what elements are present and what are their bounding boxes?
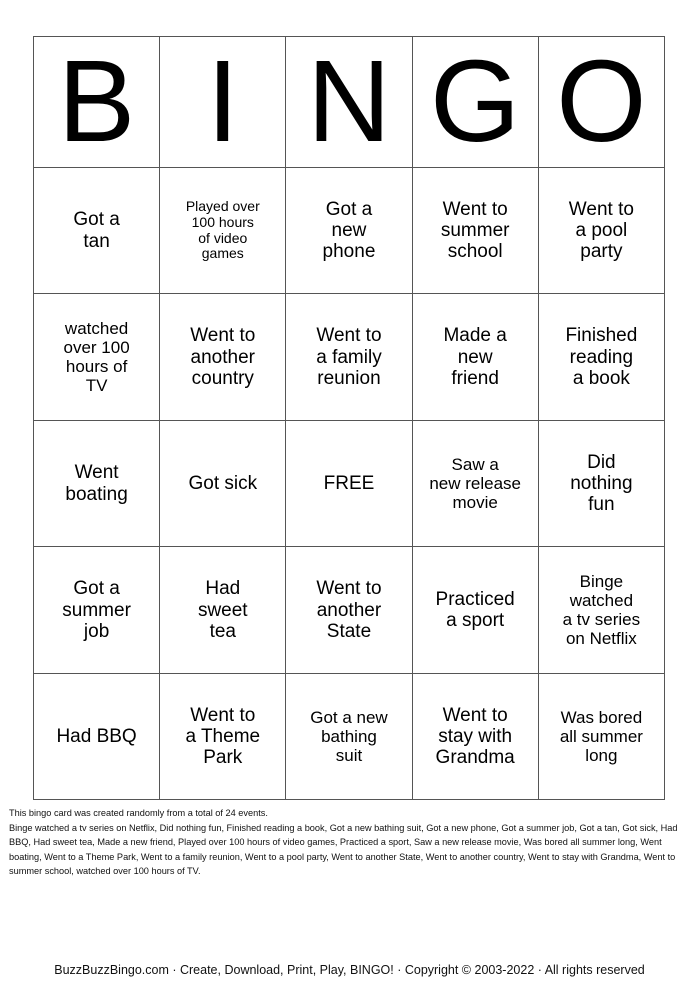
- bingo-cell: [34, 420, 160, 547]
- cell-text-line: Went to: [190, 704, 256, 726]
- cell-text-line: reading: [569, 346, 634, 368]
- bingo-cell: [160, 547, 286, 674]
- bingo-cell: [160, 420, 286, 547]
- bingo-card: [33, 36, 665, 800]
- cell-text-line: a family: [316, 346, 382, 368]
- cell-text-line: tea: [209, 620, 236, 642]
- cell-text-line: friend: [451, 367, 499, 389]
- cell-text-line: State: [326, 620, 372, 642]
- bingo-row: [34, 673, 665, 800]
- cell-text-line: tan: [83, 230, 110, 252]
- bingo-cell: [412, 420, 538, 547]
- cell-text-line: new release: [429, 474, 521, 494]
- cell-text-line: job: [83, 620, 110, 642]
- cell-text-line: new: [331, 220, 367, 242]
- bingo-cell: [286, 673, 412, 800]
- cell-text-line: school: [447, 241, 503, 263]
- cell-text-line: over 100: [63, 338, 130, 358]
- cell-text-line: FREE: [323, 473, 375, 495]
- cell-text-line: summer: [440, 220, 510, 242]
- cell-text-line: a tv series: [562, 610, 641, 630]
- cell-text-line: a sport: [446, 610, 505, 632]
- header-letter-b: B: [34, 37, 160, 168]
- cell-text-line: movie: [452, 493, 498, 513]
- cell-text-line: a pool: [575, 220, 628, 242]
- notes-intro: This bingo card was created randomly from a total of 24 events.: [9, 808, 268, 818]
- bingo-row: [34, 547, 665, 674]
- bingo-cell: [538, 547, 664, 674]
- site-footer: BuzzBuzzBingo.com · Create, Download, Print, Play, BINGO! · Copyright © 2003-2022 · All rights reserved: [54, 963, 645, 977]
- cell-text-line: Saw a: [451, 455, 499, 475]
- header-letter-g: G: [412, 37, 538, 168]
- bingo-cell: [34, 547, 160, 674]
- bingo-cell: [412, 547, 538, 674]
- cell-text-line: watched: [569, 591, 634, 611]
- cell-text-line: Had: [205, 578, 241, 600]
- cell-text-line: watched: [64, 319, 129, 339]
- cell-text-line: Went: [74, 462, 119, 484]
- cell-text-line: TV: [85, 376, 108, 396]
- cell-text-line: Had BBQ: [56, 726, 137, 748]
- bingo-cell: [538, 420, 664, 547]
- cell-text-line: Was bored: [560, 708, 643, 728]
- bingo-cell: [34, 167, 160, 294]
- cell-text-line: fun: [588, 494, 615, 516]
- cell-text-line: party: [580, 241, 623, 263]
- cell-text-line: hours of: [65, 357, 128, 377]
- cell-text-line: Went to: [568, 198, 634, 220]
- cell-text-line: a Theme: [185, 726, 261, 748]
- card-notes: [9, 806, 694, 879]
- cell-text-line: Grandma: [435, 747, 515, 769]
- cell-text-line: Finished: [565, 325, 638, 347]
- bingo-row: [34, 167, 665, 294]
- cell-text-line: Park: [203, 747, 243, 769]
- bingo-cell: [286, 547, 412, 674]
- cell-text-line: sweet: [197, 599, 248, 621]
- cell-text-line: long: [585, 746, 618, 766]
- cell-text-line: games: [201, 245, 244, 262]
- cell-text-line: Went to: [190, 325, 256, 347]
- bingo-cell: [160, 673, 286, 800]
- cell-text-line: Did: [587, 451, 616, 473]
- cell-text-line: Played over: [185, 198, 260, 215]
- bingo-row: [34, 420, 665, 547]
- bingo-cell: [160, 167, 286, 294]
- cell-text-line: new: [457, 346, 493, 368]
- cell-text-line: Got a: [73, 578, 120, 600]
- cell-text-line: Got a new: [310, 708, 388, 728]
- bingo-cell: [538, 673, 664, 800]
- cell-text-line: reunion: [317, 367, 381, 389]
- header-row: [34, 37, 665, 168]
- bingo-cell: [286, 167, 412, 294]
- bingo-cell: [34, 673, 160, 800]
- cell-text-line: Got a: [325, 198, 373, 220]
- bingo-cell: [286, 294, 412, 421]
- bingo-cell: [412, 294, 538, 421]
- cell-text-line: Made a: [443, 325, 507, 347]
- cell-text-line: Went to: [316, 578, 382, 600]
- cell-text-line: phone: [322, 241, 376, 263]
- cell-text-line: of video: [198, 229, 248, 246]
- cell-text-line: nothing: [570, 473, 633, 495]
- header-letter-i: I: [160, 37, 286, 168]
- cell-text-line: Went to: [316, 325, 382, 347]
- cell-text-line: suit: [335, 746, 363, 766]
- header-letter-n: N: [286, 37, 412, 168]
- free-space-cell: [286, 420, 412, 547]
- cell-text-line: another: [316, 599, 382, 621]
- cell-text-line: on Netflix: [565, 629, 637, 649]
- cell-text-line: Got a: [73, 209, 120, 231]
- cell-text-line: Binge: [579, 572, 624, 592]
- cell-text-line: all summer: [559, 727, 643, 747]
- bingo-cell: [412, 167, 538, 294]
- cell-text-line: 100 hours: [191, 213, 254, 230]
- bingo-cell: [538, 294, 664, 421]
- bingo-cell: [160, 294, 286, 421]
- bingo-cell: [538, 167, 664, 294]
- cell-text-line: boating: [65, 483, 128, 505]
- cell-text-line: another: [190, 346, 255, 368]
- bingo-row: [34, 294, 665, 421]
- notes-event-list: Binge watched a tv series on Netflix, Did nothing fun, Finished reading a book, Got a new bathing suit, Got a new phone, Got a summer job, Got a tan, Got sick, Had BBQ, Had sweet tea, Made a new friend, Played over 100 hours of video games, Practiced a sport, Saw a new release movie, Was bored all summer long, Went boating, Went to a Theme Park, Went to a family reunion, Went to a pool party, Went to another State, Went to another country, Went to stay with Grandma, Went to summer school, watched over 100 hours of TV.: [9, 822, 678, 876]
- cell-text-line: Got sick: [188, 473, 258, 495]
- cell-text-line: country: [191, 367, 254, 389]
- cell-text-line: a book: [572, 367, 630, 389]
- cell-text-line: Went to: [442, 704, 508, 726]
- cell-text-line: bathing: [321, 727, 377, 747]
- cell-text-line: Practiced: [435, 588, 515, 610]
- bingo-cell: [34, 294, 160, 421]
- header-letter-o: O: [538, 37, 664, 168]
- cell-text-line: Went to: [442, 198, 508, 220]
- bingo-cell: [412, 673, 538, 800]
- cell-text-line: stay with: [438, 726, 513, 748]
- cell-text-line: summer: [62, 599, 131, 621]
